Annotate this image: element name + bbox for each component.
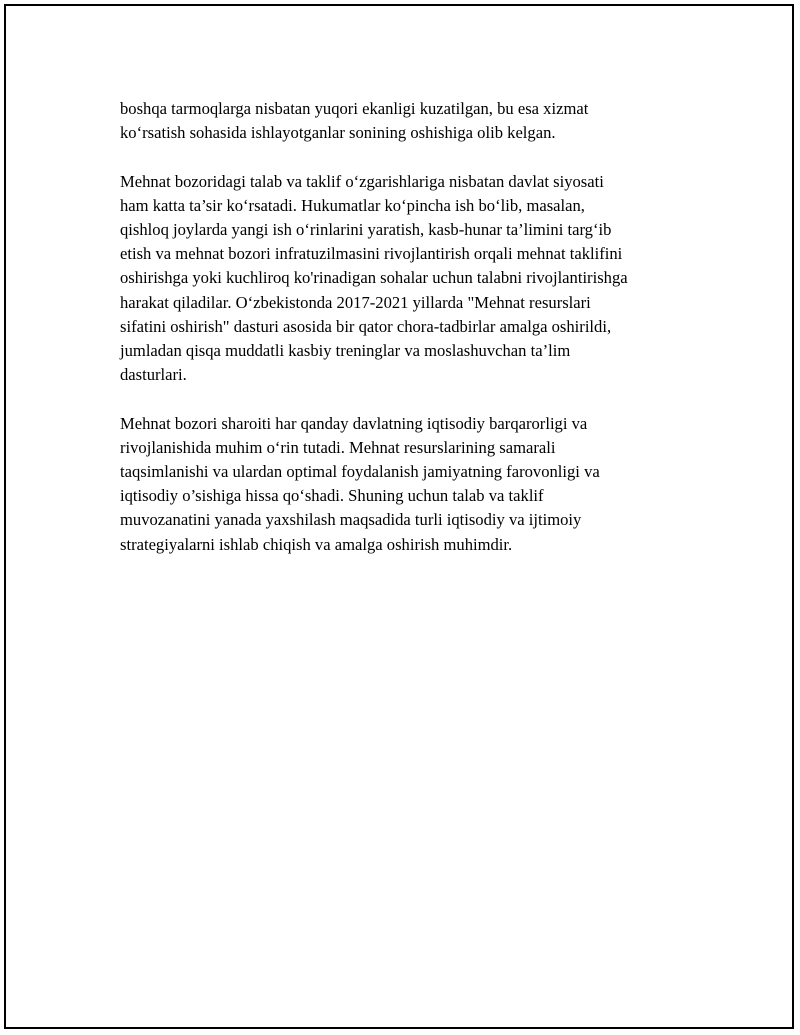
text-line: oshirishga yoki kuchliroq ko'rinadigan sohalar uchun talabni rivojlantirishga (120, 268, 628, 288)
text-line: ko‘rsatish sohasida ishlayotganlar sonining oshishiga olib kelgan. (120, 123, 556, 143)
document-body (120, 97, 700, 581)
text-line: Mehnat bozoridagi talab va taklif o‘zgarishlariga nisbatan davlat siyosati (120, 171, 604, 191)
text-line: dasturlari. (120, 365, 187, 385)
paragraph-1 (120, 97, 700, 145)
text-line: etish va mehnat bozori infratuzilmasini rivojlantirish orqali mehnat taklifini (120, 244, 623, 264)
paragraph-3 (120, 412, 700, 557)
document-page (4, 4, 794, 1029)
text-line: iqtisodiy o’sishiga hissa qo‘shadi. Shuning uchun talab va taklif (120, 486, 544, 506)
text-line: Mehnat bozori sharoiti har qanday davlatning iqtisodiy barqarorligi va (120, 413, 588, 433)
paragraph-2 (120, 170, 700, 388)
text-line: strategiyalarni ishlab chiqish va amalga oshirish muhimdir. (120, 534, 513, 554)
text-line: rivojlanishida muhim o‘rin tutadi. Mehnat resurslarining samarali (120, 437, 556, 457)
text-line: boshqa tarmoqlarga nisbatan yuqori ekanligi kuzatilgan, bu esa xizmat (120, 99, 589, 118)
text-line: taqsimlanishi va ulardan optimal foydalanish jamiyatning farovonligi va (120, 462, 600, 482)
text-line: qishloq joylarda yangi ish o‘rinlarini yaratish, kasb-hunar ta’limini targ‘ib (120, 220, 612, 239)
text-line: jumladan qisqa muddatli kasbiy treninglar va moslashuvchan ta’lim (120, 341, 571, 361)
text-line: sifatini oshirish" dasturi asosida bir qator chora-tadbirlar amalga oshirildi, (120, 316, 612, 336)
text-line: ham katta ta’sir ko‘rsatadi. Hukumatlar ko‘pincha ish bo‘lib, masalan, (120, 195, 585, 215)
text-line: muvozanatini yanada yaxshilash maqsadida turli iqtisodiy va ijtimoiy (120, 510, 582, 530)
text-line: harakat qiladilar. O‘zbekistonda 2017-2021 yillarda "Mehnat resurslari (120, 292, 591, 312)
